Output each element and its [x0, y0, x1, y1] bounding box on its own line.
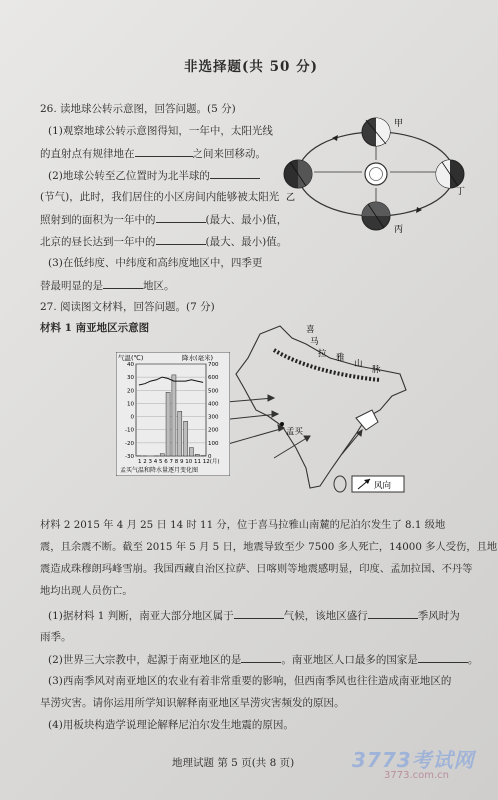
city-label: 孟买: [286, 427, 304, 437]
sri-lanka: [334, 476, 346, 492]
precip-bar: [172, 375, 176, 456]
q26-p1-line2: 的直射点有规律地在 之间来回移动。: [40, 148, 266, 160]
earth-ding-icon: [436, 160, 464, 188]
q27-a1-line2: 雨季。: [40, 631, 72, 643]
precip-tick-label: 700: [208, 362, 219, 368]
temp-tick-label: -20: [125, 440, 134, 447]
wind-arrow: [228, 428, 284, 444]
precip-tick-label: 400: [208, 401, 219, 408]
section-title: 非选择题(共 50 分): [184, 59, 318, 75]
precip-bar: [178, 411, 182, 456]
mumbai-climate-chart: [116, 352, 230, 476]
temp-tick-label: 30: [127, 375, 134, 382]
answer-blank[interactable]: [241, 652, 281, 663]
label-yi: 乙: [286, 193, 296, 203]
precip-bar: [184, 421, 188, 456]
material2-line3: 震造成珠穆朗玛峰雪崩。我国西藏自治区拉萨、日喀则等地震感明显，印度、孟加拉国、不丹等: [40, 563, 473, 575]
material2-line2: 震，且余震不断。截至 2015 年 5 月 5 日，地震导致至少 7500 多人死亡，14000 多人受伤，且地: [40, 541, 498, 553]
answer-blank[interactable]: [156, 234, 206, 245]
temp-tick-label: -30: [125, 454, 134, 460]
earth-jia-icon: [362, 118, 390, 146]
q26-p2-line3: 照射到的面积为一年中的 (最大、最小)值，: [40, 214, 288, 226]
answer-blank[interactable]: [210, 168, 260, 179]
mumbai-dot: [280, 422, 284, 426]
answer-blank[interactable]: [418, 652, 468, 663]
q27-a3-line1: (3)西南季风对南亚地区的农业有着非常重要的影响，但西南季风也往往造成南亚地区的: [48, 675, 452, 687]
watermark-url: 3773.com.cn: [384, 770, 449, 781]
material2-line4: 地均出现人员伤亡。: [40, 585, 133, 597]
himalaya-char-6: 脉: [372, 365, 381, 375]
himalaya-char-5: 山: [354, 359, 363, 369]
legend-label: 风向: [374, 481, 392, 491]
q27-a2: (2)世界三大宗教中，起源于南亚地区的是 。南亚地区人口最多的国家是 。: [48, 654, 479, 666]
q26-p1-line1: (1)观察地球公转示意图得知，一年中，太阳光线: [48, 125, 273, 137]
temp-axis-label: 气温(℃): [118, 354, 144, 362]
himalaya-char-1: 喜: [306, 325, 315, 335]
material2-line1: 材料 2 2015 年 4 月 25 日 14 时 11 分，位于喜马拉雅山南麓的尼泊尔发生了 8.1 级地: [40, 519, 446, 531]
precip-bar: [160, 454, 164, 456]
page-footer: 地理试题 第 5 页(共 8 页): [172, 757, 295, 769]
himalaya-char-4: 雅: [336, 353, 345, 363]
earth-bing-icon: [362, 202, 390, 230]
answer-blank[interactable]: [368, 608, 418, 619]
temp-tick-label: 20: [127, 388, 134, 395]
q26-p2-line1: (2)地球公转至乙位置时为北半球的: [48, 168, 260, 183]
precip-bar: [195, 454, 199, 456]
q27-a3-line2: 旱涝灾害。请你运用所学知识解释南亚地区旱涝灾害频发的原因。: [40, 697, 345, 709]
temp-tick-label: -10: [125, 427, 134, 434]
answer-blank[interactable]: [103, 278, 143, 289]
precip-bar: [166, 392, 170, 456]
answer-blank[interactable]: [135, 146, 193, 157]
answer-blank[interactable]: [234, 608, 284, 619]
q26-p3-line2: 替最明显的是 地区。: [40, 280, 175, 292]
wind-arrow: [274, 436, 310, 458]
q27-a1-line1: (1)据材料 1 判断，南亚大部分地区属于 气候，该地区盛行 季风时为: [48, 610, 460, 622]
temp-tick-label: 40: [127, 362, 134, 368]
material1-title: 材料 1 南亚地区示意图: [40, 322, 150, 334]
watermark-logo: 3773考试网: [352, 748, 475, 772]
precip-tick-label: 600: [208, 375, 219, 382]
earth-yi-icon: [284, 160, 312, 188]
q26-stem: 26. 读地球公转示意图，回答问题。(5 分): [40, 103, 236, 115]
temp-tick-label: 0: [130, 414, 134, 421]
precip-tick-label: 100: [208, 440, 219, 447]
precip-axis-label: 降水(毫米): [182, 354, 214, 362]
himalaya-char-2: 马: [310, 337, 319, 347]
label-jia: 甲: [394, 119, 404, 129]
precip-tick-label: 200: [208, 427, 219, 434]
sun-icon: [365, 163, 387, 185]
label-ding: 丁: [456, 187, 466, 197]
q26-p2-line2: (节气)，此时，我们居住的小区房间内能够被太阳光: [40, 191, 280, 203]
precip-tick-label: 300: [208, 414, 219, 421]
himalaya-char-3: 拉: [318, 349, 327, 359]
precip-tick-label: 0: [208, 454, 212, 460]
chart-caption: 孟买气温和降水量逐月变化图: [120, 467, 199, 474]
q27-stem: 27. 阅读图文材料，回答问题。(7 分): [40, 301, 215, 313]
label-bing: 丙: [394, 225, 404, 235]
q27-a4: (4)用板块构造学说理论解释尼泊尔发生地震的原因。: [48, 719, 294, 731]
precip-bar: [189, 448, 193, 456]
answer-blank[interactable]: [156, 212, 206, 223]
q26-p3-line1: (3)在低纬度、中纬度和高纬度地区中，四季更: [48, 257, 263, 269]
q26-p2-line4: 北京的昼长达到一年中的 (最大、最小)值。: [40, 236, 288, 248]
temp-tick-label: 10: [127, 401, 134, 408]
earth-revolution-diagram: [282, 110, 467, 238]
precip-tick-label: 500: [208, 388, 219, 395]
months-label: 1 2 3 4 5 6 7 8 9 10 11 12(月): [138, 459, 220, 465]
himalaya-range: [274, 350, 380, 380]
